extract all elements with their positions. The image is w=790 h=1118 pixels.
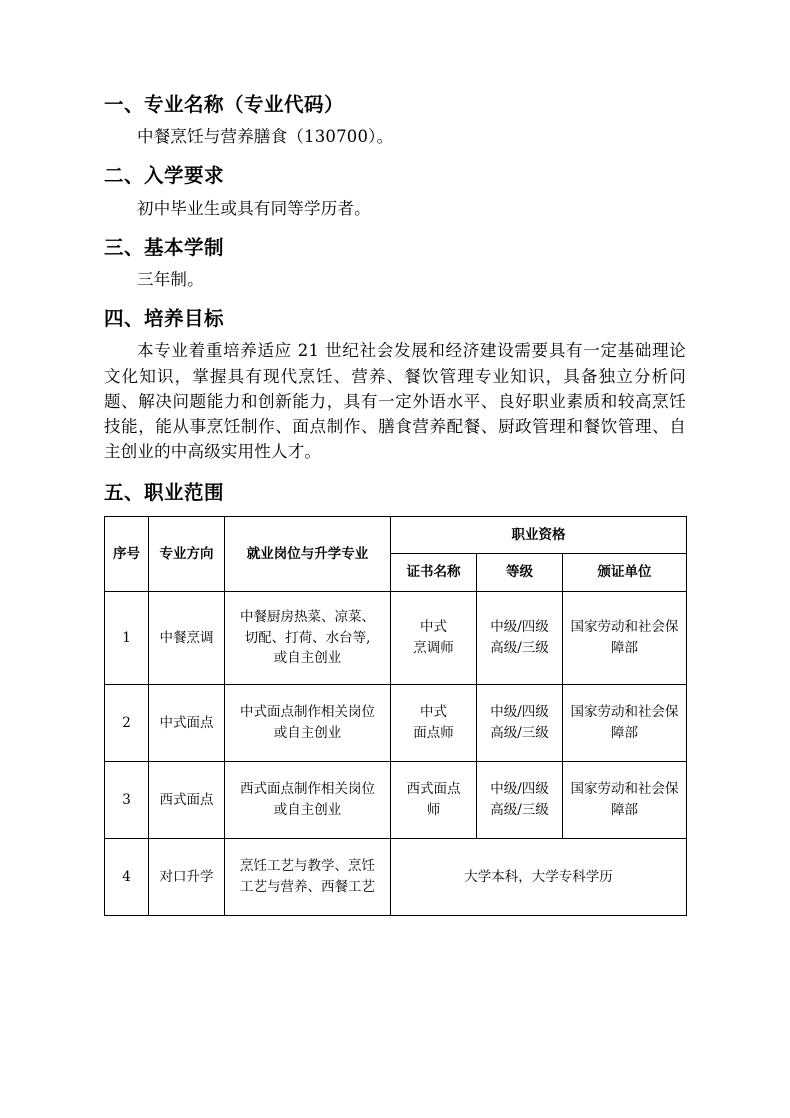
cell-line: 烹饪工艺与教学、烹饪: [240, 858, 375, 875]
cell-line: 师: [426, 801, 441, 818]
cell-line: 面点师: [413, 724, 454, 741]
cell-line: 高级/三级: [490, 639, 549, 656]
cell-line: 障部: [611, 801, 638, 818]
cell-level: [477, 591, 563, 684]
cell-line: 中式: [420, 619, 447, 636]
cell-line: 西式面点制作相关岗位: [240, 781, 375, 798]
cell-line: 中级/四级: [490, 619, 549, 636]
cell-line: 西式面点: [406, 781, 461, 798]
cell-issuer: [563, 591, 687, 684]
cell-no: 4: [105, 838, 149, 915]
table-row: [105, 838, 687, 915]
occupation-table: [104, 516, 687, 916]
cell-no: 1: [105, 591, 149, 684]
cell-level: [477, 684, 563, 761]
cell-merged-education: 大学本科，大学专科学历: [391, 838, 687, 915]
cell-line: 或自主创业: [273, 649, 342, 666]
header-issuer: 颁证单位: [563, 554, 687, 591]
cell-line: 或自主创业: [273, 801, 342, 818]
cell-direction: 对口升学: [149, 838, 225, 915]
section-heading: 五、职业范围: [104, 480, 225, 504]
cell-cert-name: [391, 684, 477, 761]
cell-line: 国家劳动和社会保: [570, 781, 679, 798]
cell-line: 国家劳动和社会保: [570, 619, 679, 636]
cell-line: 切配、打荷、水台等,: [244, 629, 371, 646]
section-training-goal: [104, 306, 686, 464]
cell-line: 障部: [611, 724, 638, 741]
cell-direction: 中餐烹调: [149, 591, 225, 684]
cell-cert-name: [391, 591, 477, 684]
cell-issuer: [563, 761, 687, 838]
cell-direction: 中式面点: [149, 684, 225, 761]
cell-post: [225, 684, 391, 761]
cell-line: 障部: [611, 639, 638, 656]
table-header-row-1: [105, 517, 687, 554]
cell-no: 3: [105, 761, 149, 838]
section-heading: 四、培养目标: [104, 307, 225, 331]
header-post: 就业岗位与升学专业: [225, 517, 391, 592]
section-heading: 三、基本学制: [104, 235, 225, 259]
cell-line: 中级/四级: [490, 704, 549, 721]
cell-line: 高级/三级: [490, 724, 549, 741]
section-paragraph: 中餐烹饪与营养膳食（130700）。: [137, 127, 394, 147]
section-paragraph: 初中毕业生或具有同等学历者。: [137, 198, 371, 218]
section-heading: 二、入学要求: [104, 164, 225, 188]
header-no: 序号: [105, 517, 149, 592]
section-entry-requirement: [104, 163, 686, 220]
cell-post: [225, 591, 391, 684]
cell-line: 烹调师: [413, 639, 454, 656]
header-cert-name: 证书名称: [391, 554, 477, 591]
cell-line: 国家劳动和社会保: [570, 704, 679, 721]
cell-no: 2: [105, 684, 149, 761]
cell-direction: 西式面点: [149, 761, 225, 838]
cell-line: 中级/四级: [490, 781, 549, 798]
header-direction: 专业方向: [149, 517, 225, 592]
section-occupation-range: [104, 480, 686, 916]
cell-issuer: [563, 684, 687, 761]
cell-level: [477, 761, 563, 838]
header-qualification-group: 职业资格: [391, 517, 687, 554]
cell-line: 或自主创业: [273, 724, 342, 741]
cell-post: [225, 838, 391, 915]
table-row: [105, 591, 687, 684]
cell-line: 工艺与营养、西餐工艺: [240, 878, 375, 895]
cell-line: 中式面点制作相关岗位: [240, 704, 375, 721]
table-row: [105, 761, 687, 838]
cell-line: 高级/三级: [490, 801, 549, 818]
section-major-name: [104, 92, 686, 149]
cell-line: 中式: [420, 704, 447, 721]
cell-cert-name: [391, 761, 477, 838]
table-row: [105, 684, 687, 761]
section-paragraph: 三年制。: [137, 270, 204, 290]
section-basic-system: [104, 235, 686, 292]
section-heading: 一、专业名称（专业代码）: [104, 93, 345, 116]
cell-post: [225, 761, 391, 838]
header-level: 等级: [477, 554, 563, 591]
section-paragraph: 本专业着重培养适应 21 世纪社会发展和经济建设需要具有一定基础理论文化知识，掌握具有现代烹饪、营养、餐饮管理专业知识，具备独立分析问题、解决问题能力和创新能力，具有一定外语水平、良好职业素质和较高烹饪技能，能从事烹饪制作、面点制作、膳食营养配餐、厨政管理和餐饮管理、自主创业的中高级实用性人才。: [104, 341, 686, 461]
cell-line: 中餐厨房热菜、凉菜、: [240, 609, 375, 626]
